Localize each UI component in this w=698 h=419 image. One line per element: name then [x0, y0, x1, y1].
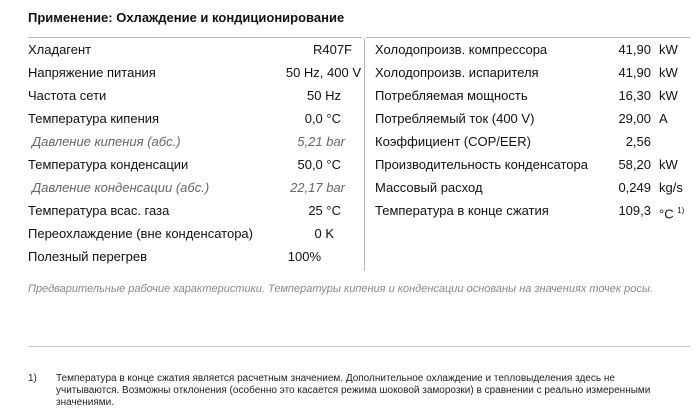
result-value: 109,3: [618, 203, 651, 218]
param-label: Температура конденсации: [28, 157, 189, 172]
result-unit: A: [659, 111, 668, 126]
result-label: Температура в конце сжатия: [375, 203, 549, 218]
preliminary-note: Предварительные рабочие характеристики. Температуры кипения и конденсации основаны на значениях точек росы.: [28, 283, 654, 295]
column-divider: [364, 38, 365, 271]
result-unit: kW: [659, 157, 678, 172]
result-label: Производительность конденсатора: [375, 157, 588, 172]
param-label: Хладагент: [28, 42, 92, 57]
footnote-ref: 1): [677, 206, 685, 215]
result-value: 41,90: [618, 42, 651, 57]
result-value: 41,90: [618, 65, 651, 80]
footnote-divider: [28, 346, 690, 347]
param-label: Давление кипения (абс.): [32, 134, 181, 149]
param-value: R407F: [312, 42, 352, 57]
footnote-mark: 1): [28, 373, 37, 384]
result-unit: kg/s: [659, 180, 683, 195]
result-unit: [659, 203, 684, 222]
footnote-text: Температура в конце сжатия является расчетным значением. Дополнительное охлаждение и тепловыделения здесь не учитываются. Возможны отклонения (особенно это касается режима шоковой заморозки) в сравнении с реально измеренными значениями.: [56, 373, 651, 408]
result-label: Холодопроизв. компрессора: [375, 42, 548, 57]
param-value: 25 °C: [308, 203, 341, 218]
param-label: Частота сети: [28, 88, 107, 103]
param-value: 0 K: [314, 226, 334, 241]
result-unit-text: °C: [659, 206, 674, 222]
result-value: 29,00: [618, 111, 651, 126]
left-header-divider: [28, 37, 362, 38]
param-value: 50,0 °C: [297, 157, 341, 172]
result-value: 2,56: [625, 134, 651, 149]
result-unit: kW: [659, 42, 678, 57]
result-label: Потребляемая мощность: [375, 88, 528, 103]
result-unit: kW: [659, 88, 678, 103]
result-unit: kW: [659, 65, 678, 80]
result-value: 0,249: [618, 180, 651, 195]
param-label: Напряжение питания: [28, 65, 156, 80]
param-label: Температура всас. газа: [28, 203, 170, 218]
result-label: Коэффициент (COP/EER): [375, 134, 531, 149]
param-label: Температура кипения: [28, 111, 160, 126]
param-value: 22,17 bar: [290, 180, 345, 195]
param-value: 100%: [287, 249, 321, 264]
param-value: 50 Hz: [307, 88, 341, 103]
result-label: Массовый расход: [375, 180, 483, 195]
result-label: Потребляемый ток (400 V): [375, 111, 535, 126]
param-label: Переохлаждение (вне конденсатора): [28, 226, 253, 241]
param-label: Давление конденсации (абс.): [32, 180, 210, 195]
right-header-divider: [366, 37, 690, 38]
result-label: Холодопроизв. испарителя: [375, 65, 539, 80]
param-value: 50 Hz, 400 V: [285, 65, 361, 80]
result-value: 58,20: [618, 157, 651, 172]
result-value: 16,30: [618, 88, 651, 103]
page-title: Применение: Охлаждение и кондиционирование: [28, 10, 345, 25]
param-value: 5,21 bar: [297, 134, 345, 149]
param-value: 0,0 °C: [304, 111, 341, 126]
param-label: Полезный перегрев: [28, 249, 148, 264]
